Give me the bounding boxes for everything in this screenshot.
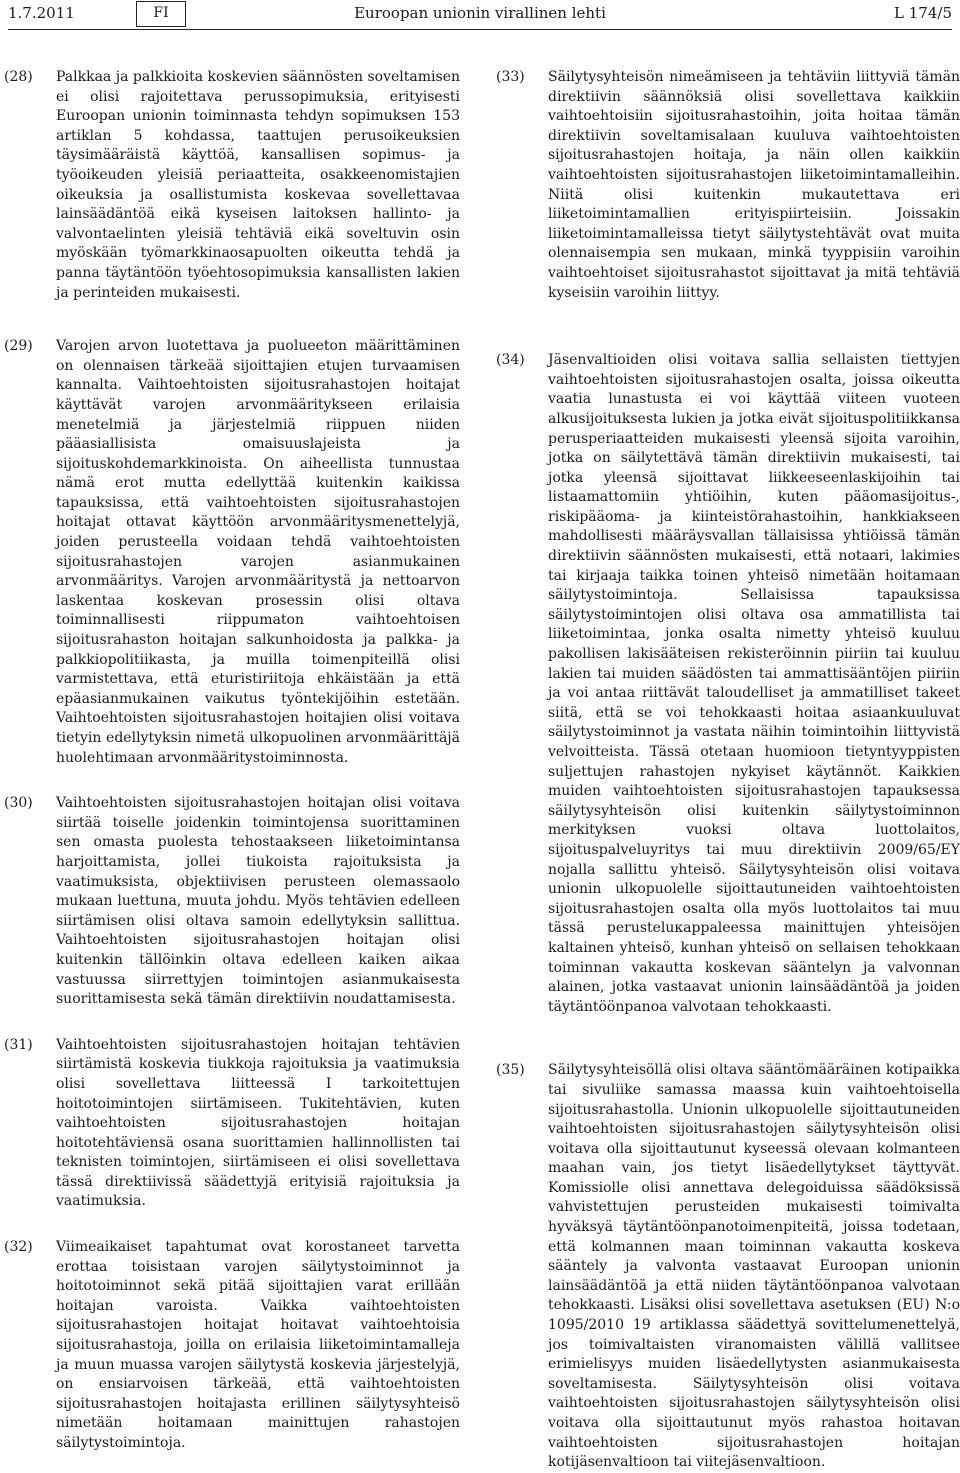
page-reference: L 174/5 — [894, 4, 952, 22]
recital-33 — [496, 68, 960, 303]
recital-number: (32) — [4, 1239, 33, 1256]
issue-date: 1.7.2011 — [8, 4, 75, 22]
journal-title: Euroopan unionin virallinen lehti — [354, 4, 606, 22]
recital-text: Jäsenvaltioiden olisi voitava sallia sellaisten tiettyjen vaihtoehtoisten sijoitusrahastojen osalta, joissa oikeutta vaatia lunastusta ei voi käyttää viiteen vuoteen alkusijoituksesta lukien ja jotka eivät sijoituspolitiikkansa perusperiaatteiden mukaisesti yleensä sijoita varoihin, jotka on säilytettävä tämän direktiivin mukaisesti, tai jotka yleensä sijoittavat liikkeeseenlaskijoihin tai listaamattomiin yhtiöihin, kuten pääomasijoitus-, riskipääoma- ja kiinteistörahastoihin, hankkiakseen mahdollisesti määräysvallan tällaisissa yhtiöissä tämän direktiivin säännösten mukaisesti, että notaari, lakimies tai kirjaaja taikka toinen yhteisö nimetään hoitamaan säilytystoimintoja. Sellaisissa tapauksissa säilytystoimintojen olisi oltava osa ammatillista tai liiketoimintaa, jonka osalta nimetty yhteisö kuuluu pakollisen lakisääteisen rekisteröinnin piiriin tai kuuluu lakien tai muiden säädösten tai ammattisääntöjen piiriin ja voi antaa riittävät taloudelliset ja ammatilliset takeet siitä, että se voi tehokkaasti hoitaa asiaankuuluvat säilytystoiminnot ja vastata näihin toimintoihin liittyvistä velvoitteista. Tässä otetaan huomioon tietyntyyppisten suljettujen rahastojen nykyiset käytännöt. Kaikkien muiden vaihtoehtoisten sijoitusrahastojen tapauksessa säilytysyhteisön olisi kuitenkin säilytystoiminnon merkityksen vuoksi oltava luottolaitos, sijoituspalveluyritys tai muu direktiivin 2009/65/EY nojalla sallittu yhteisö. Säilytysyhteisön olisi voitava unionin ulkopuolelle sijoittautuneiden vaihtoehtoisten sijoitusrahastojen osalta olla myös luottolaitos tai muu tässä perusteluкappaleessa mainittujen yhteisöjen kaltainen yhteisö, kunhan yhteisö on sellaisen tehokkaan toiminnan vakautta koskevan sääntelyn ja valvonnan alainen, jotka vastaavat unionin lainsäädäntöä ja joiden täytäntöönpanoa valvotaan tehokkaasti. — [548, 352, 960, 1015]
left-column — [4, 68, 460, 1454]
recital-number: (35) — [496, 1062, 525, 1079]
recital-number: (34) — [496, 352, 525, 369]
recital-31 — [4, 1036, 460, 1212]
recital-text: Palkkaa ja palkkioita koskevien säännösten soveltamisen ei olisi rajoitettava perussopimuksia, erityisesti Euroopan unionin toiminnasta tehdyn sopimuksen 153 artiklan 5 kohdassa, taattujen perusoikeuksien täysimääräistä käyttöä, kansallisen sopimus- ja työoikeuden yleisiä periaatteita, osakkeenomistajien oikeuksia ja osallistumista koskevaa sovellettavaa lainsäädäntöä eikä kyseisen laitoksen hallinto- ja valvontaelinten yleisiä tehtäviä eikä soveltuvin osin myöskään työmarkkinaosapuolten oikeutta tehdä ja panna täytäntöön työehtosopimuksia kansallisten lakien ja perinteiden mukaisesti. — [56, 69, 460, 301]
recital-number: (28) — [4, 69, 33, 85]
recital-text: Varojen arvon luotettava ja puolueeton määrittäminen on olennaisen tärkeää sijoittajien etujen turvaamisen kannalta. Vaihtoehtoisten sijoitusrahastojen hoitajat käyttävät varojen arvonmääritykseen erilaisia menetelmiä ja järjestelmiä riippuen niiden pääasiallisista omaisuuslajeista ja sijoituskohdemarkkinoista. On aiheellista tunnustaa nämä erot mutta edellyttää kuitenkin kaikissa tapauksissa, että vaihtoehtoisten sijoitusrahastojen hoitajat ottavat käyttöön arvonmääritysmenettelyjä, joiden perusteella voidaan tehdä vaihtoehtoisten sijoitusrahastojen varojen asianmukainen arvonmääritys. Varojen arvonmääritystä ja nettoarvon laskentaa koskevan prosessin olisi oltava toiminnallisesti riippumaton vaihtoehtoisen sijoitusrahaston hoitajan salkunhoidosta ja palkka- ja palkkiopolitiikasta, ja muilla toimenpiteillä olisi varmistettava, että eturistiriitoja ehkäistään ja että epäasianmukainen vaikutus työntekijöihin estetään. Vaihtoehtoisten sijoitusrahastojen hoitajien olisi voitava tietyin edellytyksin nimetä ulkopuolinen arvonmäärittäjä huolehtimaan arvonmääritystoiminnosta. — [56, 338, 460, 766]
right-column — [496, 68, 960, 1473]
recital-34 — [496, 351, 960, 1017]
recital-text: Vaihtoehtoisten sijoitusrahastojen hoitajan olisi voitava siirtää toiselle joidenkin toimintojensa suorittaminen sen omasta puolesta tehostaakseen liiketoimintansa harjoittamista, jollei tiukoista rajoituksista ja vaatimuksista, objektiivisen perusteen olemassaolo mukaan luettuna, muuta johdu. Myös tehtävien edelleen siirtämisen olisi oltava samoin edellytyksin sallittua. Vaihtoehtoisten sijoitusrahastojen hoitajan olisi kuitenkin tällöinkin oltava edelleen kaiken aikaa vastuussa siirrettyjen toimintojen asianmukaisesta suorittamisesta sekä tämän direktiivin noudattamisesta. — [56, 795, 460, 1008]
page-header — [0, 0, 960, 30]
recital-number: (30) — [4, 795, 33, 812]
recital-text: Viimeaikaiset tapahtumat ovat korostaneet tarvetta erottaa toisistaan varojen säilytystoiminnot ja hoitotoiminnot sekä pitää sijoittajien varat erillään hoitajan varoista. Vaikka vaihtoehtoisten sijoitusrahastojen hoitajat hoitavat vaihtoehtoisia sijoitusrahastoja, joilla on erilaisia liiketoimintamalleja ja muun muassa varojen säilytystä koskevia järjestelyjä, on ensiarvoisen tärkeää, että vaihtoehtoisten sijoitusrahastojen hoitajasta erillinen säilytysyhteisö nimetään hoitamaan mainittujen rahastojen säilytystoimintoja. — [56, 1239, 460, 1451]
recital-text: Säilytysyhteisöllä olisi oltava sääntömääräinen kotipaikka tai sivuliike samassa maassa kuin vaihtoehtoisella sijoitusrahastolla. Unionin ulkopuolelle sijoittautuneiden vaihtoehtoisten sijoitusrahastojen säilytysyhteisön olisi voitava olla sijoittautunut kyseessä olevaan kolmanteen maahan vain, jos tietyt lisäedellytykset täyttyvät. Komissiolle olisi annettava delegoiduissa säädöksissä vahvistettujen perusteiden mukaisesti toimivalta hyväksyä täytäntöönpanotoimenpiteitä, joissa todetaan, että kolmannen maan toiminnan vakautta koskeva sääntely ja valvonta vastaavat Euroopan unionin lainsäädäntöä ja että niiden täytäntöönpanoa valvotaan tehokkaasti. Lisäksi olisi sovellettava asetuksen (EU) N:o 1095/2010 19 artiklassa säädettyä sovittelumenettelyä, jos toimivaltaisten viranomaisten välillä vallitsee erimielisyys muiden lisäedellytysten asianmukaisesta soveltamisesta. Säilytysyhteisön olisi voitava vaihtoehtoisten sijoitusrahastojen säilytysyhteisön olisi voitava olla sijoittautunut myös rahastoa hoitavan vaihtoehtoisten sijoitusrahastojen hoitajan kotijäsenvaltioon tai viitejäsenvaltioon. — [548, 1062, 960, 1471]
recital-30 — [4, 794, 460, 1010]
recital-text: Säilytysyhteisön nimeämiseen ja tehtäviin liittyviä tämän direktiivin säännöksiä olisi sovellettava kaikkiin vaihtoehtoisiin sijoitusrahastoihin, joita hoitaa tämän direktiivin soveltamisalaan kuuluva vaihtoehtoisten sijoitusrahastojen hoitaja, ja näin ollen kaikkiin vaihtoehtoisten sijoitusrahastojen liiketoimintamalleihin. Niitä olisi kuitenkin mukautettava eri liiketoimintamallien erityispiirteisiin. Joissakin liiketoimintamalleissa tietyt säilytystehtävät ovat muita olennaisempia sen mukaan, minkä tyyppisiin varoihin vaihtoehtoiset sijoitusrahastot sijoittavat ja mitä tehtäviä kyseisiin varoihin liittyy. — [548, 69, 960, 301]
recital-text: Vaihtoehtoisten sijoitusrahastojen hoitajan tehtävien siirtämistä koskevia tiukkoja rajoituksia ja vaatimuksia olisi sovellettava liitteessä I tarkoitettujen hoitotoimintojen siirtämiseen. Tukitehtävien, kuten vaihtoehtoisten sijoitusrahastojen hoitajan hoitotehtäviensä osana suorittamien hallinnollisten tai teknisten toimintojen, siirtämiseen ei olisi sovellettava tässä direktiivissä säädettyjä erityisiä rajoituksia ja vaatimuksia. — [56, 1036, 460, 1210]
header-rule — [8, 29, 952, 30]
recital-29 — [4, 337, 460, 768]
recital-number: (29) — [4, 338, 33, 355]
recital-32 — [4, 1238, 460, 1454]
language-box: FI — [136, 1, 186, 27]
recital-28 — [4, 68, 460, 303]
recital-number: (33) — [496, 69, 525, 85]
recital-35 — [496, 1061, 960, 1472]
recital-number: (31) — [4, 1036, 33, 1053]
